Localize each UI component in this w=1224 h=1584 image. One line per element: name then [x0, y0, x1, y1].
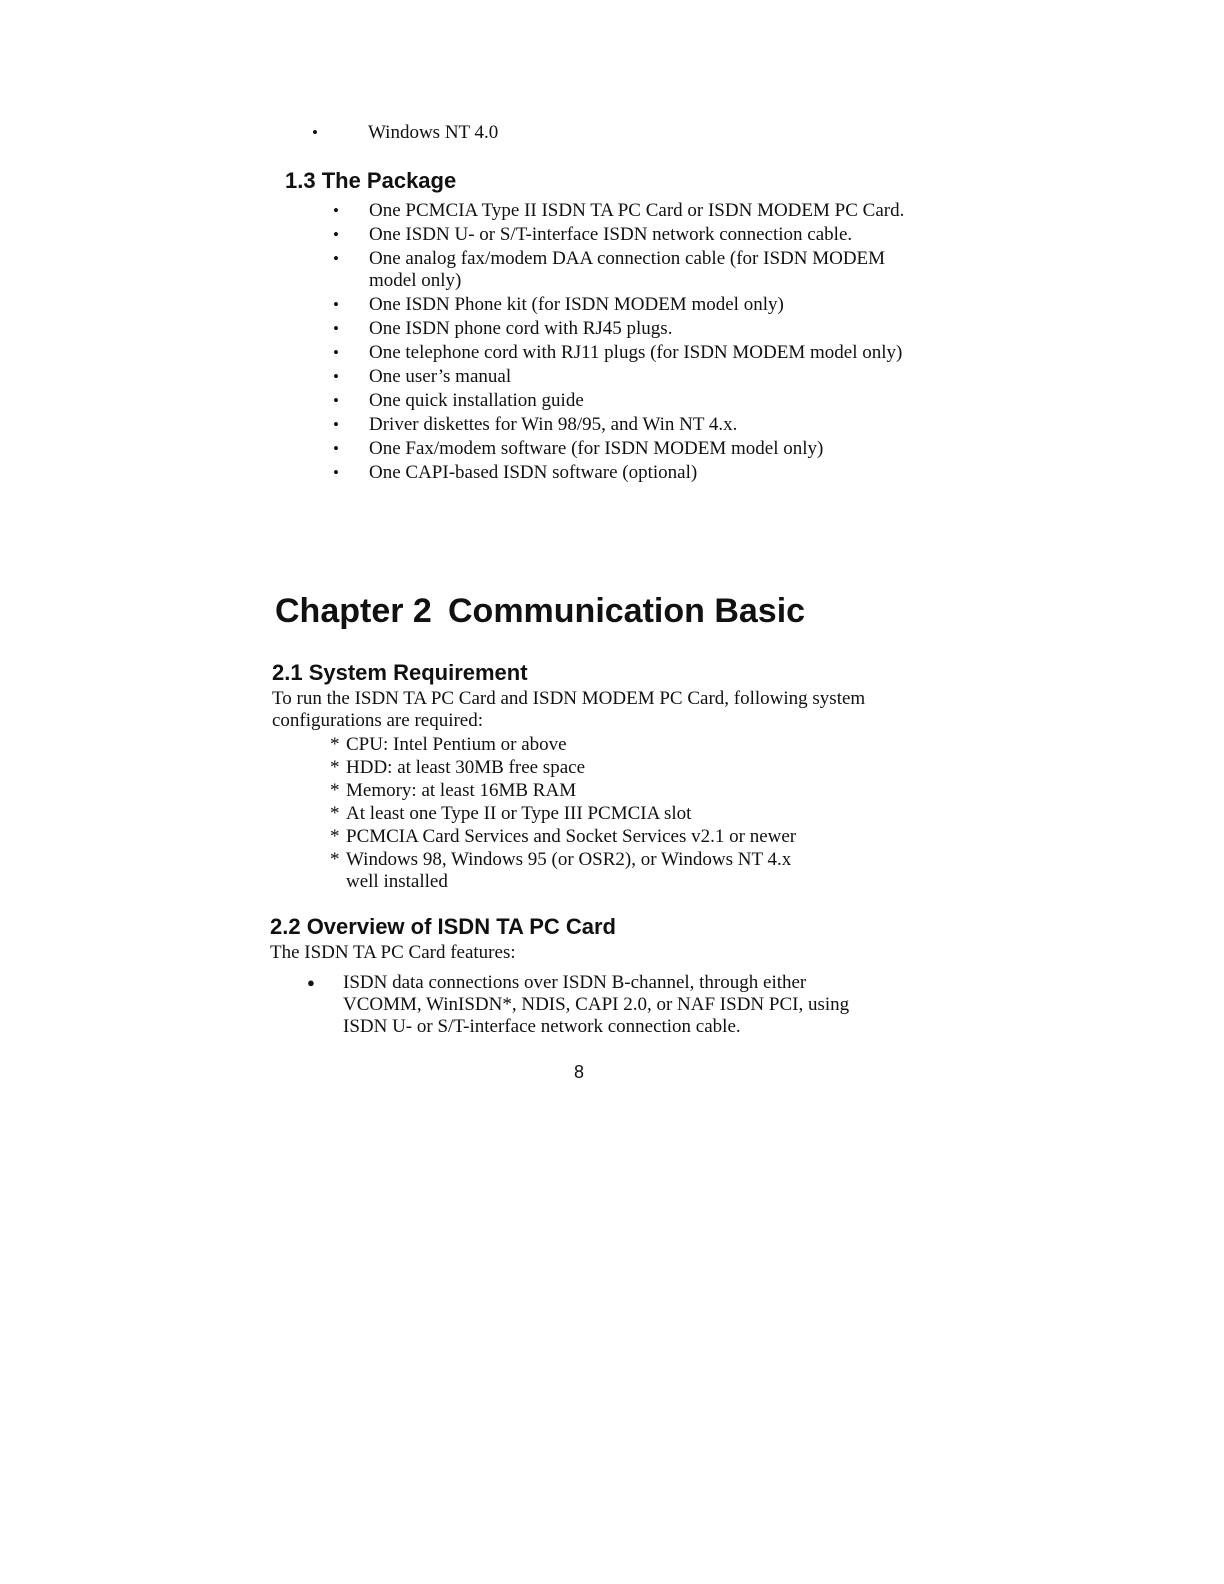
list-item: * At least one Type II or Type III PCMCIA slot: [330, 803, 910, 825]
top-bullet-text: Windows NT 4.0: [368, 122, 499, 143]
features-list: [307, 972, 887, 1038]
top-bullet-item: [312, 122, 912, 144]
package-list: [333, 200, 913, 486]
section-1-3-heading: 1.3 The Package: [285, 168, 457, 193]
list-item: ● ISDN data connections over ISDN B-channel, through either VCOMM, WinISDN*, NDIS, CAPI 2.0, or NAF ISDN PCI, using ISDN U- or S/T-interface network connection cable.: [307, 972, 887, 1038]
list-item: * PCMCIA Card Services and Socket Services v2.1 or newer: [330, 826, 910, 848]
requirements-list: [330, 734, 910, 894]
list-item: • One ISDN U- or S/T-interface ISDN network connection cable.: [333, 224, 913, 246]
list-item: • One CAPI-based ISDN software (optional): [333, 462, 913, 484]
list-item: • Driver diskettes for Win 98/95, and Win NT 4.x.: [333, 414, 913, 436]
list-item: • One PCMCIA Type II ISDN TA PC Card or ISDN MODEM PC Card.: [333, 200, 913, 222]
section-2-1-heading: 2.1 System Requirement: [272, 660, 528, 685]
list-item: • One Fax/modem software (for ISDN MODEM model only): [333, 438, 913, 460]
section-2-1-intro: To run the ISDN TA PC Card and ISDN MODEM PC Card, following system configurations are required:: [272, 688, 866, 731]
list-item: * Memory: at least 16MB RAM: [330, 780, 910, 802]
bullet-dot: •: [312, 123, 318, 142]
list-item: • One user’s manual: [333, 366, 913, 388]
list-item: • One quick installation guide: [333, 390, 913, 412]
chapter-label: Chapter 2: [275, 592, 432, 630]
list-item: • One telephone cord with RJ11 plugs (for ISDN MODEM model only): [333, 342, 913, 364]
list-item: * HDD: at least 30MB free space: [330, 757, 910, 779]
page-number: 8: [574, 1062, 585, 1082]
chapter-title: Communication Basic: [448, 592, 806, 630]
section-2-2-intro: The ISDN TA PC Card features:: [270, 942, 516, 963]
section-2-2-heading: 2.2 Overview of ISDN TA PC Card: [270, 914, 616, 939]
list-item: • One analog fax/modem DAA connection cable (for ISDN MODEM model only): [333, 248, 913, 292]
list-item: * Windows 98, Windows 95 (or OSR2), or Windows NT 4.x well installed: [330, 849, 826, 893]
list-item: • One ISDN phone cord with RJ45 plugs.: [333, 318, 913, 340]
chapter-heading: [275, 592, 805, 631]
list-item: * CPU: Intel Pentium or above: [330, 734, 910, 756]
list-item: • One ISDN Phone kit (for ISDN MODEM model only): [333, 294, 913, 316]
